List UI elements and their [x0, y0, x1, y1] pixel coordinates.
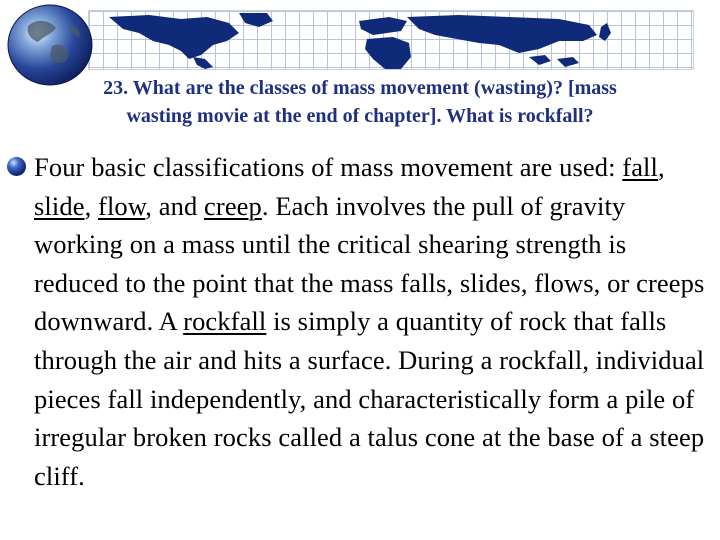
map-landmass-europe [359, 17, 407, 35]
separator-2: , [84, 190, 99, 221]
map-landmass-north-america [109, 15, 239, 59]
slide-title-line-2: wasting movie at the end of chapter]. What is rockfall? [126, 105, 594, 127]
term-fall: fall [622, 152, 658, 182]
bullet-paragraph [34, 148, 710, 495]
map-landmass-asia [407, 15, 597, 53]
separator-3: , and [145, 190, 205, 221]
world-map-banner [88, 10, 694, 70]
map-landmass-central-america [193, 57, 213, 69]
world-map-image [89, 11, 693, 69]
map-landmass-islands [529, 55, 579, 67]
blue-sphere-bullet-icon [6, 156, 27, 177]
slide-title [10, 74, 710, 130]
term-creep: creep [204, 190, 262, 221]
map-landmass-greenland [239, 13, 273, 27]
slide-title-line-1: 23. What are the classes of mass movement (wasting)? [mass [103, 77, 617, 99]
paragraph-text-rockfall: is simply a quantity of rock that falls through the air and hits a surface. During a rockfall, individual pieces fall independently, and characteristically form a pile of irregular broken rocks called a talus cone at the base of a steep cliff. [34, 306, 705, 491]
term-slide: slide [34, 190, 85, 221]
map-landmass-japan [599, 23, 611, 41]
paragraph-text-intro: Four basic classifications of mass movement are used: [34, 152, 623, 182]
paragraph-text-gravity: . Each involves the pull of gravity working on a mass until the critical shearing strength is reduced to the point that the mass falls, slides, flows, or creeps downward. A [34, 190, 705, 337]
term-rockfall: rockfall [183, 306, 267, 337]
separator-1: , [657, 152, 665, 182]
map-landmass-africa [365, 37, 411, 69]
term-flow: flow [98, 190, 146, 221]
